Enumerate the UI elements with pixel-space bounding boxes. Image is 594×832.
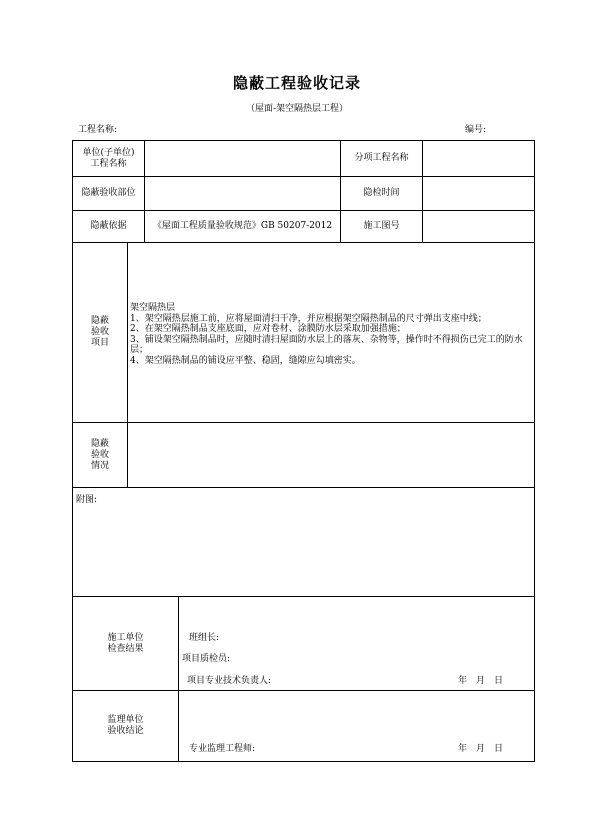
unit-label-cell	[73, 141, 144, 176]
basis-value: 《屋面工程质量验收规范》GB 50207-2012	[152, 221, 333, 231]
drawing-value-field[interactable]	[423, 211, 534, 242]
items-line: 2、在架空隔热制品支座底面，应对卷材、涂膜防水层采取加强措施；	[130, 324, 406, 334]
number-label: 编号:	[465, 125, 487, 135]
date-label: 年 月 日	[458, 676, 504, 686]
construction-unit-line1: 施工单位	[107, 632, 144, 643]
situation-label-char: 隐蔽	[90, 438, 109, 449]
supervising-engineer-label: 专业监理工程师:	[189, 744, 256, 754]
inspection-time-value-field[interactable]	[423, 177, 534, 210]
situation-label-char: 验收	[90, 449, 109, 460]
situation-label-cell	[73, 423, 127, 487]
hidden-part-value-field[interactable]	[145, 177, 340, 210]
sub-project-label: 分项工程名称	[354, 153, 409, 163]
drawing-label: 施工图号	[363, 221, 400, 231]
date-label-2: 年 月 日	[458, 744, 504, 754]
items-label-char: 验收	[90, 327, 109, 337]
quality-inspector-label: 项目质检员:	[182, 654, 231, 664]
attachment-label: 附图:	[76, 495, 98, 505]
items-label-char: 项目	[90, 338, 109, 348]
inspection-time-label: 隐检时间	[363, 188, 400, 198]
items-heading: 架空隔热层	[130, 303, 176, 313]
situation-value-field[interactable]	[128, 423, 534, 487]
document-title: 隐蔽工程验收记录	[232, 74, 361, 92]
project-name-label: 工程名称:	[78, 125, 118, 135]
unit-label-line2: 工程名称	[90, 158, 127, 169]
unit-value-field[interactable]	[145, 141, 340, 176]
items-label-cell	[73, 243, 127, 422]
col-divider	[178, 596, 179, 762]
items-label-char: 隐蔽	[90, 316, 109, 326]
team-leader-label: 班组长:	[189, 633, 220, 643]
unit-label-line1: 单位(子单位)	[82, 147, 135, 158]
supervision-unit-label-cell	[73, 691, 178, 761]
construction-unit-label-cell	[73, 597, 178, 690]
document-subtitle: （屋面-架空隔热层工程）	[245, 104, 349, 114]
supervision-unit-line2: 验收结论	[107, 726, 144, 736]
construction-unit-line2: 检查结果	[107, 643, 144, 654]
items-content	[130, 303, 532, 366]
items-line: 4、架空隔热制品的铺设应平整、稳固，缝隙应勾填密实。	[130, 355, 361, 366]
supervision-unit-line1: 监理单位	[107, 715, 144, 725]
items-line: 1、架空隔热层施工前，应将屋面清扫干净，并应根据架空隔热制品的尺寸弹出支座中线；	[130, 313, 487, 324]
situation-label-char: 情况	[90, 460, 109, 471]
row-divider	[72, 487, 535, 488]
row-divider	[72, 242, 535, 243]
sub-project-value-field[interactable]	[423, 141, 534, 176]
tech-lead-label: 项目专业技术负责人:	[187, 676, 272, 686]
hidden-part-label: 隐蔽验收部位	[81, 188, 136, 198]
basis-label: 隐蔽依据	[90, 221, 127, 231]
items-line: 3、铺设架空隔热制品时，应随时清扫屋面防水层上的落灰、杂物等，操作时不得损伤已完工的防水层；	[130, 334, 523, 355]
